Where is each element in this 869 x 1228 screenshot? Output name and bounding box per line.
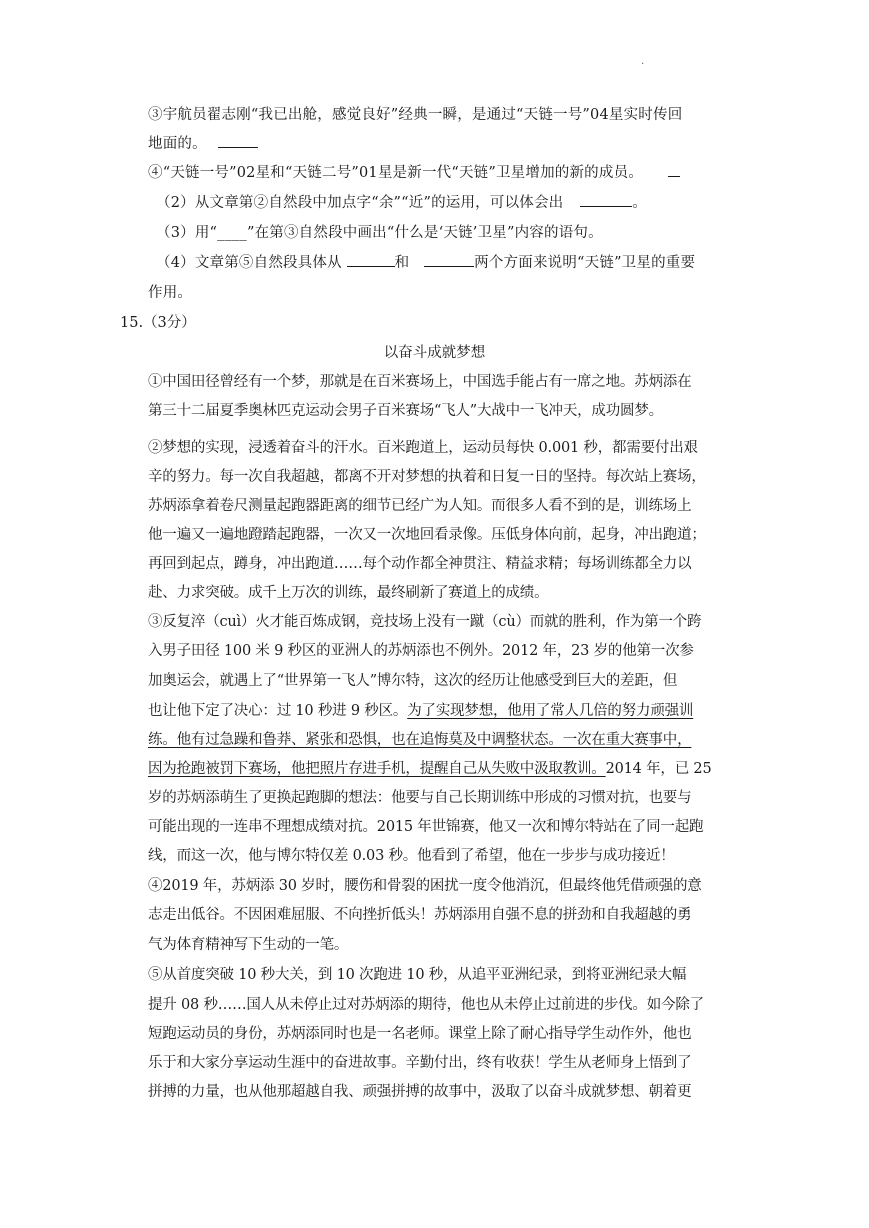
passage-line [148, 726, 740, 754]
q14-item3-line1: ③宇航员翟志刚“我已出舱，感觉良好”经典一瞬，是通过“天链一号”04星实时传回 [148, 107, 683, 123]
answer-blank[interactable] [668, 159, 680, 177]
passage-line [148, 755, 740, 783]
answer-blank[interactable] [218, 130, 258, 148]
q14-sub4-line2: 作用。 [148, 285, 193, 301]
q14-sub4-text-b: 和 [394, 255, 410, 271]
passage-line: 可能出现的一连串不理想成绩对抗。2015 年世锦赛，他又一次和博尔特站在了同一起跑 [148, 819, 704, 835]
passage-line: 志走出低谷。不因困难屈服、不向挫折低头！苏炳添用自强不息的拼劲和自我超越的勇 [148, 907, 692, 923]
passage-line: 再回到起点，蹲身，冲出跑道……每个动作都全神贯注、精益求精；每场训练都全力以 [148, 556, 692, 572]
passage-line: 气为体育精神写下生动的一笔。 [148, 937, 349, 953]
passage-line: 拼搏的力量，也从他那超越自我、顽强拼搏的故事中，汲取了以奋斗成就梦想、朝着更 [148, 1084, 692, 1100]
passage-line: 入男子田径 100 米 9 秒区的亚洲人的苏炳添也不例外。2012 年，23 岁的他第一次参 [148, 643, 694, 659]
header-mark: . [641, 56, 645, 67]
underlined-sentence: 练。他有过急躁和鲁莽、紧张和恐惧，也在追悔莫及中调整状态。一次在重大赛事中， [148, 732, 692, 748]
answer-blank[interactable] [424, 249, 474, 267]
q15-number: 15.（3分） [120, 315, 196, 331]
passage-line: 短跑运动员的身份，苏炳添同时也是一名老师。课堂上除了耐心指导学生动作外，他也 [148, 1026, 692, 1042]
q14-item4-text: ④“天链一号”02星和“天链二号”01星是新一代“天链”卫星增加的新的成员。 [148, 165, 643, 181]
passage-line: 乐于和大家分享运动生涯中的奋进故事。辛勤付出，终有收获！学生从老师身上悟到了 [148, 1055, 692, 1071]
passage-line: ⑤从首度突破 10 秒大关，到 10 次跑进 10 秒，从追平亚洲纪录，到将亚洲纪录大幅 [148, 967, 687, 983]
answer-blank[interactable] [580, 189, 632, 207]
passage-line: ③反复淬（cuì）火才能百炼成钢，竞技场上没有一蹴（cù）而就的胜利，作为第一个跨 [148, 614, 702, 630]
q14-sub3 [156, 219, 740, 247]
passage-line: ②梦想的实现，浸透着奋斗的汗水。百米跑道上，运动员每快 0.001 秒，都需要付出艰 [148, 440, 698, 456]
passage-line: ④2019 年，苏炳添 30 岁时，腰伤和骨裂的困扰一度令他消沉，但最终他凭借顽强的意 [148, 878, 702, 894]
passage-line: 他一遍又一遍地蹬踏起跑器，一次又一次地回看录像。压低身体向前，起身，冲出跑道； [148, 527, 706, 543]
passage-text: 2014 年，已 25 [605, 761, 712, 777]
passage-line: 苏炳添拿着卷尺测量起跑器距离的细节已经广为人知。而很多人看不到的是，训练场上 [148, 498, 692, 514]
passage-line: 提升 08 秒……国人从未停止过对苏炳添的期待，他也从未停止过前进的步伐。如今除了 [148, 997, 704, 1013]
passage-text: 也让他下定了决心：过 10 秒进 9 秒区。 [148, 703, 408, 719]
passage-line: 岁的苏炳添萌生了更换起跑脚的想法：他要与自己长期训练中形成的习惯对抗，也要与 [148, 790, 692, 806]
q14-item4-line [148, 159, 740, 187]
underlined-sentence: 为了实现梦想，他用了常人几倍的努力顽强训 [407, 703, 694, 719]
q14-item3-text: 地面的。 [148, 136, 207, 152]
q14-sub2-end: 。 [632, 195, 647, 211]
q14-sub3-mark: ____ [217, 225, 247, 241]
underlined-sentence: 因为抢跑被罚下赛场，他把照片存进手机，提醒自己从失败中汲取教训。 [148, 761, 606, 777]
passage-line: 辛的努力。每一次自我超越，都离不开对梦想的执着和日复一日的坚持。每次站上赛场， [148, 469, 706, 485]
answer-blank[interactable] [347, 249, 395, 267]
q14-sub3-text-b: ”在第③自然段中画出“什么是‘天链’卫星”内容的语句。 [246, 225, 603, 241]
q14-sub4-line1 [156, 249, 740, 277]
q14-sub4-text-a: （4）文章第⑤自然段具体从 [156, 255, 342, 271]
q14-sub2 [156, 189, 740, 217]
passage-line: ①中国田径曾经有一个梦，那就是在百米赛场上，中国选手能占有一席之地。苏炳添在 [148, 374, 692, 390]
passage-line: 加奥运会，就遇上了“世界第一飞人”博尔特，这次的经历让他感受到巨大的差距，但 [148, 673, 678, 689]
passage-title: 以奋斗成就梦想 [383, 345, 486, 361]
q14-item3-line2 [148, 130, 740, 158]
q14-sub4-text-c: 两个方面来说明“天链”卫星的重要 [474, 255, 696, 271]
q14-sub3-text-a: （3）用“ [156, 225, 218, 241]
passage-line [148, 697, 740, 725]
q14-sub2-text: （2）从文章第②自然段中加点字“余”“近”的运用，可以体会出 [156, 195, 564, 211]
passage-line: 线，而这一次，他与博尔特仅差 0.03 秒。他看到了希望，他在一步步与成功接近！ [148, 848, 675, 864]
passage-line: 第三十二届夏季奥林匹克运动会男子百米赛场“飞人”大战中一飞冲天，成功圆梦。 [148, 403, 663, 419]
passage-line: 赴、力求突破。成千上万次的训练，最终刷新了赛道上的成绩。 [148, 585, 549, 601]
